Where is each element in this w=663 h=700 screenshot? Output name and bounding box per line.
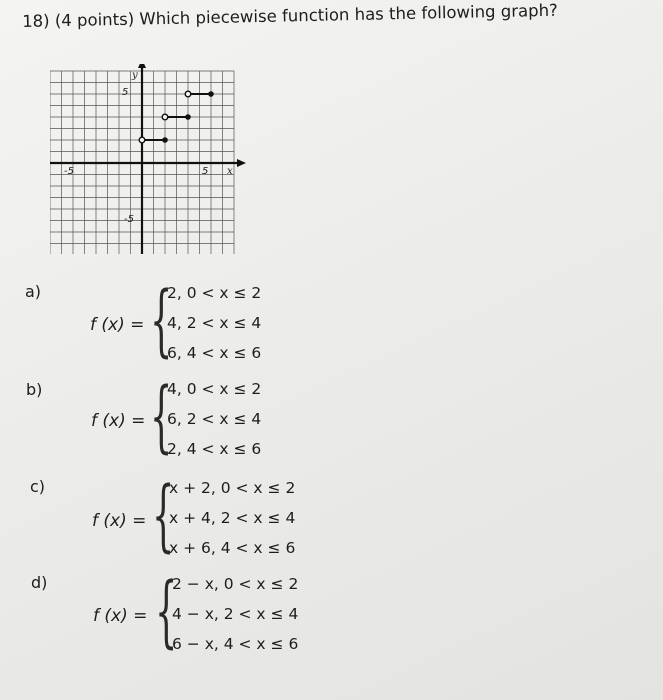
x-axis-label: x — [227, 166, 233, 177]
open-endpoint-2 — [162, 114, 168, 120]
choice-a-case-3: 6, 4 < x ≤ 6 — [167, 344, 262, 362]
choice-c-letter: c) — [30, 477, 46, 496]
choice-b-function-name: f (x) = — [91, 411, 146, 431]
choice-d-cases — [172, 569, 298, 659]
y-axis-arrow — [138, 64, 146, 68]
closed-endpoint-2 — [185, 114, 191, 120]
choice-c-case-3: x + 6, 4 < x ≤ 6 — [169, 539, 296, 557]
choice-d-letter: d) — [31, 573, 48, 592]
coordinate-graph — [50, 64, 250, 254]
choice-c-brace: { — [152, 471, 175, 561]
choice-d-case-3: 6 − x, 4 < x ≤ 6 — [172, 635, 299, 653]
choice-b-cases — [167, 374, 261, 464]
choice-a-case-1: 2, 0 < x ≤ 2 — [167, 284, 262, 302]
choice-a-case-2: 4, 2 < x ≤ 4 — [167, 314, 262, 332]
open-endpoint-3 — [185, 91, 191, 97]
tick-label-y-top: 5 — [122, 87, 129, 98]
choice-b-letter: b) — [26, 380, 43, 399]
choice-a-letter: a) — [25, 282, 42, 301]
closed-endpoint-3 — [208, 91, 214, 97]
open-endpoint-1 — [139, 137, 145, 143]
choice-c-case-1: x + 2, 0 < x ≤ 2 — [169, 479, 296, 497]
choice-a-function-name: f (x) = — [90, 315, 145, 335]
choice-a-cases — [167, 278, 261, 368]
tick-label-y-bottom: -5 — [124, 214, 134, 225]
choice-c-cases — [169, 473, 295, 563]
choice-b-case-2: 6, 2 < x ≤ 4 — [167, 410, 262, 428]
choice-b-brace: { — [150, 372, 173, 462]
choice-d-brace: { — [155, 567, 178, 657]
choice-d-function-name: f (x) = — [93, 606, 148, 626]
choice-b-case-1: 4, 0 < x ≤ 2 — [167, 380, 262, 398]
choice-c-function-name: f (x) = — [92, 511, 147, 531]
choice-a-brace: { — [150, 276, 173, 366]
graph-axes — [50, 64, 246, 254]
closed-endpoint-1 — [162, 137, 168, 143]
tick-label-x-right: 5 — [202, 166, 209, 177]
choice-b-case-3: 2, 4 < x ≤ 6 — [167, 440, 262, 458]
x-axis-arrow — [237, 159, 246, 167]
tick-label-x-left: -5 — [64, 166, 74, 177]
choice-c-case-2: x + 4, 2 < x ≤ 4 — [169, 509, 296, 527]
question-text: 18) (4 points) Which piecewise function has the following graph? — [22, 0, 558, 31]
y-axis-label: y — [132, 70, 138, 81]
choice-d-case-2: 4 − x, 2 < x ≤ 4 — [172, 605, 299, 623]
choice-d-case-1: 2 − x, 0 < x ≤ 2 — [172, 575, 299, 593]
